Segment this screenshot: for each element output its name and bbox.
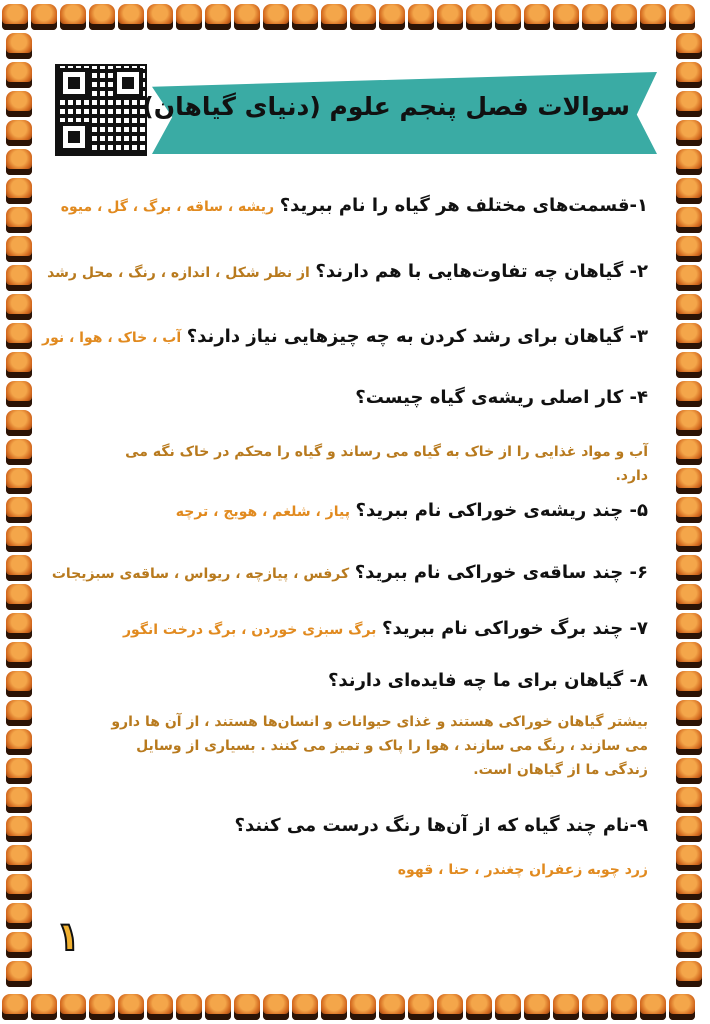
- frame-tile-icon: [676, 729, 702, 755]
- question-text: ۵- چند ریشه‌ی خوراکی نام ببرید؟: [355, 500, 648, 521]
- frame-tile-icon: [676, 758, 702, 784]
- frame-tile-icon: [6, 729, 32, 755]
- frame-tile-icon: [6, 207, 32, 233]
- frame-tile-icon: [89, 994, 115, 1020]
- frame-tile-icon: [6, 33, 32, 59]
- frame-tile-icon: [676, 294, 702, 320]
- question-text: ۶- چند ساقه‌ی خوراکی نام ببرید؟: [354, 562, 648, 583]
- frame-tile-icon: [292, 994, 318, 1020]
- qr-code-icon[interactable]: [55, 64, 147, 156]
- frame-tile-icon: [205, 4, 231, 30]
- answer-9: زرد چوبه زعفران چغندر ، حنا ، قهوه: [397, 862, 648, 878]
- page-title: سوالات فصل پنجم علوم (دنیای گیاهان): [142, 92, 630, 121]
- frame-tile-icon: [6, 961, 32, 987]
- frame-tile-icon: [6, 149, 32, 175]
- frame-tile-icon: [6, 613, 32, 639]
- frame-tile-icon: [6, 120, 32, 146]
- frame-tile-icon: [676, 555, 702, 581]
- frame-tile-icon: [611, 994, 637, 1020]
- frame-tile-icon: [669, 4, 695, 30]
- frame-tile-icon: [676, 497, 702, 523]
- frame-tile-icon: [676, 671, 702, 697]
- frame-tile-icon: [350, 994, 376, 1020]
- frame-tile-icon: [6, 555, 32, 581]
- frame-tile-icon: [676, 352, 702, 378]
- frame-tile-icon: [676, 91, 702, 117]
- answer-text: برگ سبزی خوردن ، برگ درخت انگور: [122, 622, 377, 638]
- frame-tile-icon: [495, 4, 521, 30]
- frame-tile-icon: [6, 932, 32, 958]
- frame-tile-icon: [676, 149, 702, 175]
- frame-tile-icon: [676, 845, 702, 871]
- frame-tile-icon: [31, 4, 57, 30]
- frame-tile-icon: [60, 4, 86, 30]
- frame-tile-icon: [205, 994, 231, 1020]
- answer-text: آب ، خاک ، هوا ، نور: [42, 330, 182, 346]
- frame-tile-icon: [6, 178, 32, 204]
- frame-tile-icon: [292, 4, 318, 30]
- frame-tile-icon: [321, 994, 347, 1020]
- question-text: ۱-قسمت‌های مختلف هر گیاه را نام ببرید؟: [279, 195, 648, 216]
- frame-tile-icon: [6, 700, 32, 726]
- question-2: [47, 261, 648, 282]
- frame-tile-icon: [234, 4, 260, 30]
- frame-tile-icon: [89, 4, 115, 30]
- frame-tile-icon: [495, 994, 521, 1020]
- frame-tile-icon: [669, 994, 695, 1020]
- frame-tile-icon: [553, 4, 579, 30]
- question-7: [123, 618, 648, 639]
- answer-text: کرفس ، پیازچه ، ریواس ، ساقه‌ی سبزیجات: [51, 566, 350, 582]
- frame-tile-icon: [147, 4, 173, 30]
- frame-tile-icon: [676, 381, 702, 407]
- frame-tile-icon: [676, 903, 702, 929]
- page-number: ۱: [56, 914, 81, 960]
- frame-tile-icon: [676, 265, 702, 291]
- frame-tile-icon: [676, 700, 702, 726]
- frame-tile-icon: [676, 932, 702, 958]
- frame-tile-icon: [379, 4, 405, 30]
- frame-tile-icon: [676, 33, 702, 59]
- frame-tile-icon: [582, 994, 608, 1020]
- frame-tile-icon: [676, 526, 702, 552]
- frame-tile-icon: [6, 526, 32, 552]
- frame-tile-icon: [524, 4, 550, 30]
- frame-tile-icon: [676, 410, 702, 436]
- question-8: [328, 670, 648, 691]
- question-text: ۸- گیاهان برای ما چه فایده‌ای دارند؟: [327, 670, 648, 691]
- frame-tile-icon: [676, 584, 702, 610]
- frame-tile-icon: [6, 816, 32, 842]
- frame-tile-icon: [6, 903, 32, 929]
- frame-tile-icon: [118, 4, 144, 30]
- frame-tile-icon: [31, 994, 57, 1020]
- question-text: ۹-نام چند گیاه که از آن‌ها رنگ درست می کنند؟: [234, 815, 648, 836]
- frame-tile-icon: [379, 994, 405, 1020]
- answer-text: پیاز ، شلغم ، هویج ، ترچه: [175, 504, 350, 520]
- frame-tile-icon: [640, 4, 666, 30]
- question-4: [355, 387, 648, 408]
- frame-tile-icon: [118, 994, 144, 1020]
- frame-tile-icon: [676, 613, 702, 639]
- frame-tile-icon: [676, 439, 702, 465]
- answer-text: از نظر شکل ، اندازه ، رنگ ، محل رشد: [47, 265, 310, 281]
- frame-tile-icon: [2, 4, 28, 30]
- frame-tile-icon: [676, 787, 702, 813]
- frame-tile-icon: [6, 410, 32, 436]
- frame-tile-icon: [263, 4, 289, 30]
- frame-tile-icon: [350, 4, 376, 30]
- answer-text: ریشه ، ساقه ، برگ ، گل ، میوه: [60, 199, 275, 215]
- frame-tile-icon: [676, 816, 702, 842]
- frame-tile-icon: [408, 4, 434, 30]
- frame-tile-icon: [6, 874, 32, 900]
- frame-tile-icon: [553, 994, 579, 1020]
- frame-tile-icon: [676, 323, 702, 349]
- frame-tile-icon: [676, 961, 702, 987]
- frame-tile-icon: [524, 994, 550, 1020]
- question-1: [61, 195, 648, 216]
- question-3: [42, 326, 648, 347]
- frame-tile-icon: [6, 439, 32, 465]
- frame-tile-icon: [6, 845, 32, 871]
- frame-tile-icon: [6, 758, 32, 784]
- frame-tile-icon: [147, 994, 173, 1020]
- frame-tile-icon: [437, 4, 463, 30]
- frame-tile-icon: [640, 994, 666, 1020]
- frame-tile-icon: [408, 994, 434, 1020]
- frame-tile-icon: [437, 994, 463, 1020]
- question-text: ۴- کار اصلی ریشه‌ی گیاه چیست؟: [355, 387, 648, 408]
- frame-tile-icon: [6, 265, 32, 291]
- frame-tile-icon: [234, 994, 260, 1020]
- frame-tile-icon: [6, 671, 32, 697]
- frame-tile-icon: [6, 91, 32, 117]
- frame-tile-icon: [6, 468, 32, 494]
- frame-tile-icon: [466, 4, 492, 30]
- frame-tile-icon: [6, 236, 32, 262]
- frame-tile-icon: [6, 62, 32, 88]
- answer-8: بیشتر گیاهان خوراکی هستند و غذای حیوانات و انسان‌ها هستند ، از آن ها دارو می سازند ، رنگ می سازند ، هوا را پاک و تمیز می کنند . بسیاری از وسایل زندگی ما از گیاهان است.: [111, 714, 648, 778]
- question-5: [176, 500, 648, 521]
- frame-tile-icon: [6, 642, 32, 668]
- frame-tile-icon: [6, 381, 32, 407]
- question-text: ۲- گیاهان چه تفاوت‌هایی با هم دارند؟: [315, 261, 648, 282]
- frame-tile-icon: [2, 994, 28, 1020]
- frame-tile-icon: [60, 994, 86, 1020]
- question-text: ۳- گیاهان برای رشد کردن به چه چیزهایی نیاز دارند؟: [186, 326, 648, 347]
- frame-tile-icon: [676, 468, 702, 494]
- frame-tile-icon: [676, 874, 702, 900]
- frame-tile-icon: [582, 4, 608, 30]
- frame-tile-icon: [676, 178, 702, 204]
- answer-4: آب و مواد غذایی را از خاک به گیاه می رساند و گیاه را محکم در خاک نگه می دارد.: [125, 444, 648, 484]
- frame-tile-icon: [6, 497, 32, 523]
- frame-tile-icon: [676, 207, 702, 233]
- frame-tile-icon: [6, 352, 32, 378]
- frame-tile-icon: [263, 994, 289, 1020]
- question-6: [52, 562, 648, 583]
- frame-tile-icon: [676, 120, 702, 146]
- question-9: [235, 815, 648, 836]
- question-text: ۷- چند برگ خوراکی نام ببرید؟: [382, 618, 648, 639]
- frame-tile-icon: [6, 294, 32, 320]
- frame-tile-icon: [676, 642, 702, 668]
- frame-tile-icon: [611, 4, 637, 30]
- frame-tile-icon: [176, 994, 202, 1020]
- frame-tile-icon: [6, 584, 32, 610]
- frame-tile-icon: [676, 236, 702, 262]
- frame-tile-icon: [321, 4, 347, 30]
- frame-tile-icon: [176, 4, 202, 30]
- frame-tile-icon: [6, 323, 32, 349]
- frame-tile-icon: [466, 994, 492, 1020]
- frame-tile-icon: [6, 787, 32, 813]
- frame-tile-icon: [676, 62, 702, 88]
